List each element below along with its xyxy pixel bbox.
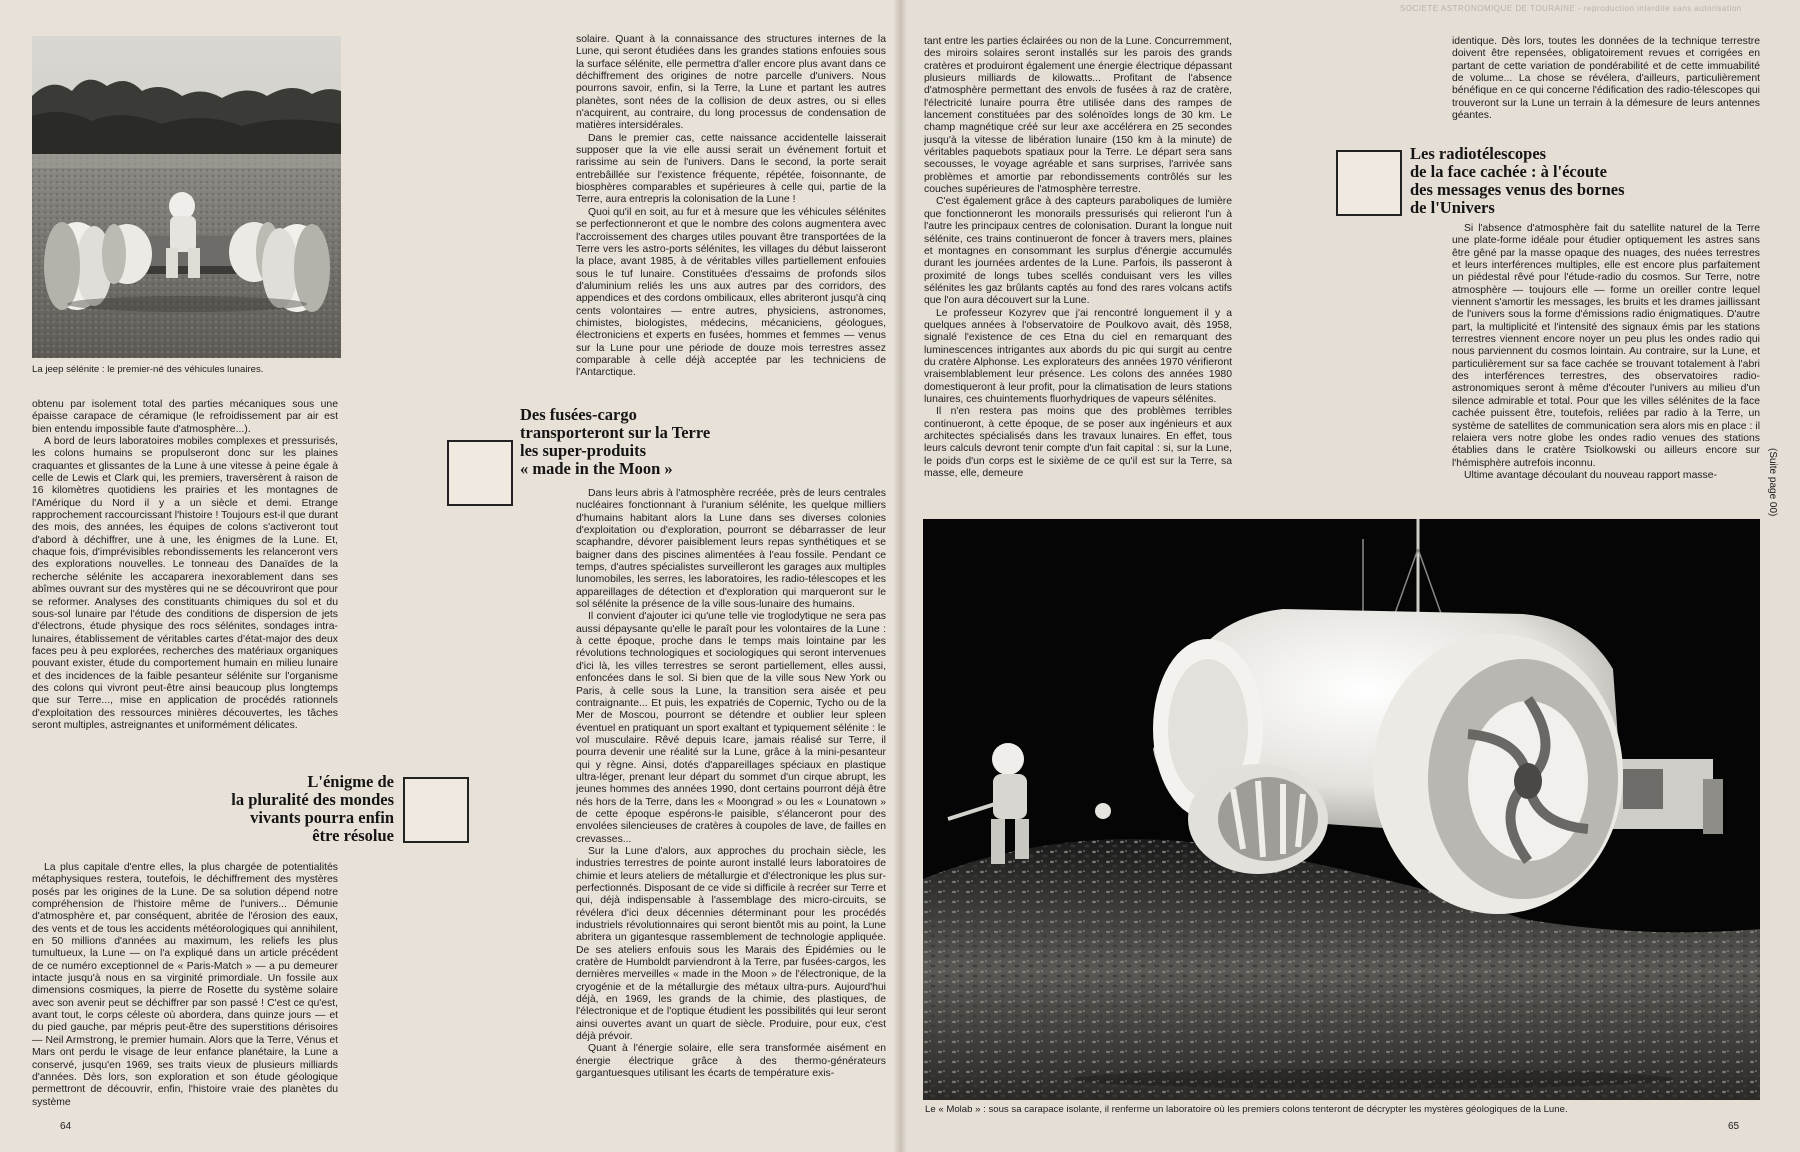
- heading-line: « made in the Moon »: [520, 459, 673, 478]
- heading-line: la pluralité des mondes: [231, 790, 394, 809]
- heading-line: être résolue: [312, 826, 394, 845]
- running-head: SOCIETE ASTRONOMIQUE DE TOURAINE - reproduction interdite sans autorisation: [1400, 4, 1742, 13]
- right-column-4-bottom: [1452, 223, 1760, 506]
- paragraph: solaire. Quant à la connaissance des structures internes de la Lune, qui seront étudiées dans les grandes stations enfouies sous la surface sélénite, elle permettra d'aller encore plus avant dans ce déchiffrement des origines de notre parcelle d'univers. Nous pourrons savoir, enfin, si la Terre, la Lune et partant les autres planètes, sont nées de la collision de deux astres, ou si elles n'acquirent, au contraire, du long processus de condensation de matières intersidérales.: [576, 34, 886, 132]
- heading-line: des messages venus des bornes: [1410, 180, 1625, 199]
- heading-enigme-box: [403, 777, 469, 843]
- heading-line: de l'Univers: [1410, 198, 1495, 217]
- heading-radio-box: [1336, 150, 1402, 216]
- heading-line: Des fusées-cargo: [520, 405, 637, 424]
- heading-fusees-box: [447, 440, 513, 506]
- page-number-left: 64: [60, 1121, 72, 1132]
- paragraph: A bord de leurs laboratoires mobiles complexes et pressurisés, les colons humains se propulseront donc sur les plaines craquantes et glissantes de la Lune à une vitesse à peine égale à celle de Lewis et Clark qui, les premiers, traversèrent à raison de 16 kilomètres quotidiens les prairies et les montagnes de l'Amérique du Nord il y a un siècle et demi. Etrange rapprochement raccourcissant l'histoire ! Toujours est-il que durant des mois, des années, les équipes de colons s'activeront tout d'abord à déchiffrer, une à une, les énigmes de la Lune. Et, chaque fois, d'imprévisibles rebondissements les relanceront vers des explorations nouvelles. Le tonneau des Danaïdes de la recherche sélénite les accaparera inexorablement dans ses abîmes ouvrant sur des mystères qui ne se découvriront que pour se reformer. Analyses des constituants chimiques du sol et du sous-sol lunaire par l'étude des conditions de dispersion de jets d'électrons, étude physique des rocs sélénites, sondages intra-lunaires, établissement de véritables cartes d'état-major des deux faces peu à peu explorées, recherches des matériaux organiques pouvant exister, étude du comportement humain en milieu lunaire et des incidences de la faible pesanteur sélénite sur l'organisme des colons qui vivront peut-être ainsi beaucoup plus longtemps que sur Terre..., mise en application de procédés rationnels d'exploitation des ressources minières découvertes, les tâches seront multiples, astreignantes et uniformément délicates.: [32, 436, 338, 731]
- paragraph: La plus capitale d'entre elles, la plus chargée de potentialités métaphysiques restera, toutefois, le déchiffrement des mystères posés par les origines de la Lune. De sa solution dépend notre compréhension de l'histoire même de l'univers... Démunie d'atmosphère et, par conséquent, abritée de l'érosion des eaux, des vents et de tous les accidents météorologiques qui annihilent, en 50 millions d'années au maximum, les reliefs les plus tumultueux, la Lune — on l'a expliqué dans un article précédent de ce numéro exceptionnel de « Paris-Match » — a pu demeurer intacte jusqu'à nous en sa virginité primordiale. Un fossile aux dimensions cosmiques, la pierre de Rosette du système solaire avec son avenir peut se déchiffrer par son passé ! C'est ce qu'est, avant tout, le corps céleste où abordera, dans quinze jours — et du pied gauche, par mépris peut-être des superstitions dérisoires — Neil Armstrong, le premier humain. Alors que la Terre, Vénus et Mars ont perdu le visage de leur enfance planétaire, la Lune a conservé, jusqu'en 1969, ses traits vieux de plusieurs milliards d'années. Dès lors, son exploration et son étude géologique permettront de découvrir, enfin, l'histoire vraie des planètes du système: [32, 862, 338, 1108]
- left-column-1-top: [32, 399, 338, 766]
- molab-photo: [923, 519, 1760, 1100]
- paragraph: Il n'en restera pas moins que des problèmes terribles continueront, à cette époque, de se poser aux ingénieurs et aux architectes spécialisés dans les travaux lunaires. En effet, tous leurs calculs devront tenir compte d'un fait capital : si, sur la Lune, le poids d'un corps est le sixième de ce qu'il est sur la Terre, sa masse, elle, demeure: [924, 406, 1232, 480]
- paragraph: Le professeur Kozyrev que j'ai rencontré longuement il y a quelques années à l'observatoire de Poulkovo avait, dès 1958, signalé l'existence de ces Etna du ciel en remarquant des luminescences intrigantes aux abords du pic qui surgit au centre du cratère Alphonse. Les explorateurs des années 1970 vérifieront vraisemblablement leur présence. Les colons des années 1980 domestiqueront à leur profit, pour la climatisation de leurs stations lunaires, ces chuintements fluorhydriques de vapeurs sélénites.: [924, 307, 1232, 405]
- left-column-2-bottom: [576, 488, 886, 1122]
- heading-line: transporteront sur la Terre: [520, 423, 711, 442]
- heading-line: vivants pourra enfin: [250, 808, 394, 827]
- heading-line: les super-produits: [520, 441, 647, 460]
- right-column-3: [924, 36, 1232, 506]
- lunar-jeep-photo: [32, 36, 341, 358]
- paragraph: Il convient d'ajouter ici qu'une telle vie troglodytique ne sera pas aussi dépaysante qu'elle le paraît pour les volontaires de la Lune : à cette époque, proche dans le temps mais lointaine par les révolutions technologiques et sociologiques qui seront intervenues d'ici là, les villes terrestres se seront partiellement, elles aussi, enfoncées dans le sol. Si bien que de la ville sous New York ou Paris, à celle sous la Lune, la transition sera aisée et peu contraignante... Et puis, les expatriés de Copernic, Tycho ou de la Mer de Moscou, pourront se détendre et oublier leur spleen éventuel en pratiquant un sport exaltant et typiquement sélénite : le vol musculaire. Rêvé depuis Icare, jamais réalisé sur Terre, il pourra devenir une réalité sur la Lune, grâce à la mini-pesanteur qui y règne. Ainsi, dotés d'appareillages spéciaux en plastique ultra-léger, prenant leur départ du sommet d'un cirque abrupt, les jeunes hommes des années 1990, dont certains pourront déjà être nés hors de la Terre, dans les « Moongrad » ou les « Lounatown » de cette époque espérons-le paisible, s'élanceront pour des envolées silencieuses de cratères à coupoles de lave, de failles en crevasses...: [576, 611, 886, 845]
- paragraph: Sur la Lune d'alors, aux approches du prochain siècle, les industries terrestres de pointe auront installé leurs laboratoires de chimie et leurs ateliers de métallurgie et d'électronique les plus sur-perfectionnés. Disposant de ce vide si difficile à recréer sur Terre et qui, déjà indispensable à l'assemblage des micro-circuits, se révélera d'ici deux décennies déterminant pour les procédés industriels révolutionnaires qui seront bientôt mis au point, la Lune abritera un gigantesque rassemblement de technologie appliquée. De ses ateliers enfouis sous les Marais des Épidémies ou le cratère de Humboldt parviendront à la Terre, par fusées-cargos, les dernières merveilles « made in the Moon » de l'électronique, de la cryogénie et de la métallurgie des métaux ultra-purs. Aujourd'hui déjà, en 1969, les grands de la chimie, des plastiques, de l'électronique et de l'optique étudient les possibilités qui leur seront ainsi ouvertes avant un quart de siècle. Produire, pour eux, c'est déjà prévoir.: [576, 845, 886, 1043]
- paragraph: identique. Dès lors, toutes les données de la technique terrestre doivent être repensées, obligatoirement revues et corrigées en partant de cette variation de pondérabilité et de cette immuabilité de volume... La chose se révélera, d'ailleurs, particulièrement bénéfique en ce qui concerne l'édification des radio-télescopes qui trouveront sur la Lune un terrain à la démesure de leurs antennes géantes.: [1452, 36, 1760, 122]
- paragraph: Dans le premier cas, cette naissance accidentelle laisserait supposer que la vie elle aussi serait un événement fortuit et rarissime au sein de l'univers. Dans le second, la porte serait entrebâillée sur l'existence fréquente, répétée, foisonnante, de biosphères comparables et supérieures à celle qui, partie de la Terre, aura entrepris la colonisation de la Lune !: [576, 132, 886, 206]
- page-number-right: 65: [1728, 1121, 1740, 1132]
- heading-line: de la face cachée : à l'écoute: [1410, 162, 1608, 181]
- lunar-jeep-caption: La jeep sélénite : le premier-né des véhicules lunaires.: [32, 364, 264, 375]
- heading-radio: [1410, 145, 1730, 217]
- continued-note: (Suite page 00): [1767, 448, 1778, 517]
- left-column-2-top: [576, 34, 886, 398]
- paragraph: Si l'absence d'atmosphère fait du satellite naturel de la Terre une plate-forme idéale pour étudier optiquement les astres sans être gêné par la masse opaque des nuages, des nuées terrestres et leurs interférences multiples, elle est encore plus parfaitement un piédestal rêvé pour l'étude-radio du cosmos. Sur Terre, notre atmosphère — toujours elle — forme un oreiller contre lequel viennent s'amortir les messages, les bruits et les drames jaillissant de l'univers sous la forme d'émissions radio énigmatiques. D'autre part, la multiplicité et l'intensité des signaux émis par les stations terrestres viennent encore noyer un peu plus les ondes radio qui nous parviennent du cosmos lointain. Au contraire, sur la Lune, et particulièrement sur sa face cachée se trouvant totalement à l'abri des interférences terrestres, des observatoires radio-astronomiques seront à même d'écouter l'univers au milieu d'un silence admirable et total. Pour que les villes sélénites de la face cachée puissent être, toutefois, reliées par radio à la Terre, un système de satellites de communication sera alors mis en place : il relaiera vers notre globe les ondes radio venues des stations établies dans le cratère Tsiolkowski ou ailleurs encore sur l'hémisphère autrefois inconnu.: [1452, 223, 1760, 469]
- left-column-1-bottom: [32, 862, 338, 1120]
- paragraph: Ultime avantage découlant du nouveau rapport masse-: [1464, 469, 1717, 481]
- paragraph: obtenu par isolement total des parties mécaniques sous une épaisse carapace de céramique (le refroidissement par air est bien entendu impossible faute d'atmosphère...).: [32, 399, 338, 435]
- heading-enigme: [180, 773, 394, 845]
- heading-fusees: [520, 406, 790, 478]
- paragraph: tant entre les parties éclairées ou non de la Lune. Concurremment, des miroirs solaires seront installés sur les parois des grands cratères et produiront également une énergie électrique dépassant plusieurs milliards de kilowatts... Profitant de l'absence d'atmosphère permettant des envols de fusées à raz de cratère, l'électricité lunaire pourra être utilisée dans des rampes de lancement constituées par des solénoïdes longs de 30 km. Le champ magnétique créé sur leur axe accélérera en 25 secondes jusqu'à la vitesse de libération lunaire (150 km à la minute) de véritables paquebots spatiaux pour la Terre. Le départ sera sans secousses, le voyage agréable et sans surprises, l'arrivée sans problèmes et amortie par rebondissements contrôlés sur les couches supérieures de l'atmosphère terrestre.: [924, 36, 1232, 196]
- paragraph: Quant à l'énergie solaire, elle sera transformée aisément en énergie électrique grâce à des thermo-générateurs gargantuesques utilisant les écarts de température exis-: [576, 1043, 886, 1080]
- molab-caption: Le « Molab » : sous sa carapace isolante, il renferme un laboratoire où les premiers colons tenteront de décrypter les mystères géologiques de la Lune.: [925, 1104, 1568, 1115]
- right-column-4-top: [1452, 36, 1760, 134]
- heading-line: L'énigme de: [307, 772, 394, 791]
- paragraph: C'est également grâce à des capteurs paraboliques de lumière que fonctionneront les monorails pressurisés qui relieront l'un à l'autre les principaux centres de colonisation. Durant la longue nuit sélénite, ces trains continueront de foncer à travers mers, plaines et montagnes en consommant les surplus d'énergie accumulés durant les journées ardentes de la Lune. Parfois, ils passeront à proximité de longs tubes scellés conduisant vers les villes sélénites les gaz brûlants captés au fond des rares volcans actifs que l'on aura découvert sur la Lune.: [924, 196, 1232, 307]
- paragraph: Dans leurs abris à l'atmosphère recréée, près de leurs centrales nucléaires fonctionnant à l'uranium sélénite, les quelque milliers d'humains habitant alors la Lune dans ses diverses colonies d'exploitation ou d'exploration, pourront se débarrasser de leur scaphandre, dévorer paisiblement leurs repas synthétiques et se baigner dans des piscines alimentées à l'eau fossile. Pendant ce temps, d'autres spécialistes surveilleront les garages aux multiples lunomobiles, les serres, les laboratoires, les radio-télescopes et les appareillages de détection et d'exploration qui marqueront sur le sol sélénite la présence de la ville sous-lunaire des humains.: [576, 488, 886, 611]
- paragraph: Quoi qu'il en soit, au fur et à mesure que les véhicules sélénites se perfectionneront et que le nombre des colons augmentera avec l'accroissement des charges utiles pouvant être transportées de la Terre vers les astro-ports sélénites, les villages du début laisseront la place, avant 1985, à de véritables villes partiellement enfouies sous le tuf lunaire. Constituées d'essaims de profonds silos d'aluminium reliés les uns aux autres par des corridors, des appendices et des cordons ombilicaux, elles abriteront jusqu'à cinq cents volontaires — entre autres, physiciens, astronomes, chimistes, biologistes, médecins, mécaniciens, géologues, électroniciens et experts en fusées, hommes et femmes — venus sur la Lune pour une période de douze mois terrestres assez comparable à celle déjà acceptée par les techniciens de l'Antarctique.: [576, 206, 886, 379]
- page-gutter: [893, 0, 907, 1152]
- heading-line: Les radiotélescopes: [1410, 144, 1547, 163]
